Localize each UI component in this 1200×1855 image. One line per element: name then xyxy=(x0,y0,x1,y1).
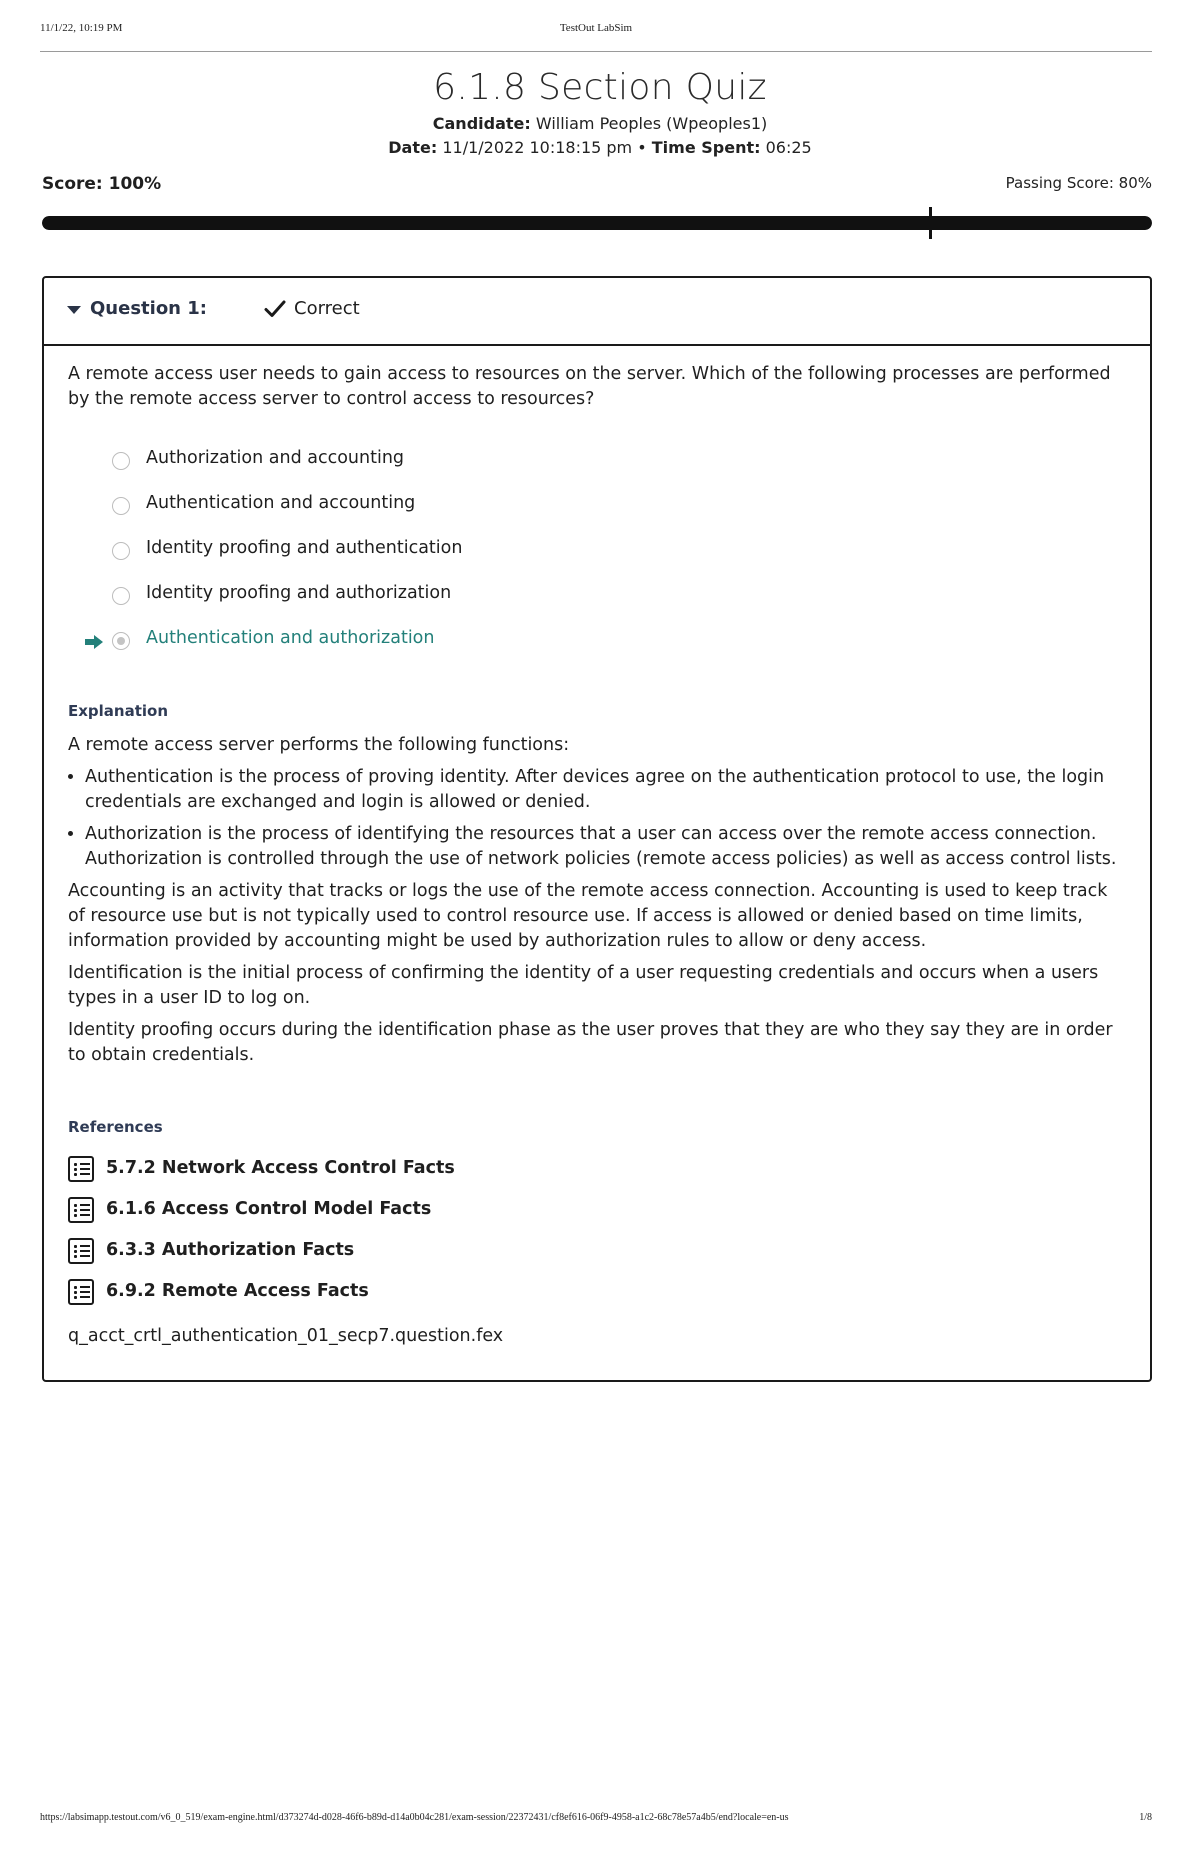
passing-score-marker xyxy=(929,207,932,239)
question-status-text: Correct xyxy=(294,298,360,319)
score-progress-bar xyxy=(42,216,1152,230)
reference-link[interactable] xyxy=(68,1197,1068,1238)
candidate-name: William Peoples (Wpeoples1) xyxy=(535,114,768,133)
answer-radio-selected[interactable] xyxy=(112,632,130,650)
print-site-title: TestOut LabSim xyxy=(559,22,633,34)
question-label: Question 1: xyxy=(90,298,207,319)
question-header[interactable] xyxy=(44,278,1150,346)
list-icon xyxy=(68,1279,94,1305)
quiz-summary xyxy=(0,64,1200,160)
date-value: 11/1/2022 10:18:15 pm xyxy=(442,138,633,157)
answer-option[interactable] xyxy=(68,581,1068,626)
reference-label: 5.7.2 Network Access Control Facts xyxy=(106,1158,455,1178)
header-divider xyxy=(40,51,1152,52)
answer-option-correct[interactable] xyxy=(68,626,1068,671)
reference-link[interactable] xyxy=(68,1279,1068,1320)
reference-label: 6.3.3 Authorization Facts xyxy=(106,1240,355,1260)
answer-radio[interactable] xyxy=(112,542,130,560)
list-icon xyxy=(68,1238,94,1264)
reference-label: 6.9.2 Remote Access Facts xyxy=(106,1281,369,1301)
score-label: Score: 100% xyxy=(42,174,162,194)
passing-score-label: Passing Score: 80% xyxy=(1005,174,1152,192)
list-icon xyxy=(68,1156,94,1182)
explanation xyxy=(68,733,1128,1075)
print-url: https://labsimapp.testout.com/v6_0_519/exam-engine.html/d373274d-d028-46f6-b89d-d14a0b04c281/exam-session/22372431/cf8ef616-06f9-4958-a1c2-68c78e57a4b5/end?locale=en-us xyxy=(40,1812,789,1823)
page-title: 6.1.8 Section Quiz xyxy=(433,67,767,108)
question-text: A remote access user needs to gain access to resources on the server. Which of the following processes are performed by the remote access server to control access to resources? xyxy=(68,364,1111,409)
caret-down-icon[interactable] xyxy=(66,298,82,322)
answer-label: Authentication and authorization xyxy=(146,628,435,648)
page-number: 1/8 xyxy=(1139,1812,1152,1823)
score-progress-fill xyxy=(42,216,1152,230)
answer-option[interactable] xyxy=(68,446,1068,491)
candidate-line xyxy=(0,112,1200,136)
meta-separator: • xyxy=(637,138,647,157)
references-heading: References xyxy=(68,1118,163,1136)
references-list xyxy=(68,1156,1068,1320)
explanation-paragraph: Accounting is an activity that tracks or logs the use of the remote access connection. Accounting is used to keep track of resource use but is not typically used to control resource use. If access is allowed or denied based on time limits, information provided by accounting might be used by authorization rules to allow or deny access. xyxy=(68,881,1108,951)
list-icon xyxy=(68,1197,94,1223)
candidate-label: Candidate: xyxy=(432,114,531,133)
checkmark-icon xyxy=(264,299,286,319)
date-label: Date: xyxy=(388,138,438,157)
answer-label: Identity proofing and authorization xyxy=(146,583,452,603)
reference-link[interactable] xyxy=(68,1238,1068,1279)
print-datetime: 11/1/22, 10:19 PM xyxy=(40,22,123,34)
arrow-right-icon xyxy=(84,634,104,650)
answer-label: Authentication and accounting xyxy=(146,493,416,513)
answer-option[interactable] xyxy=(68,536,1068,581)
answer-radio[interactable] xyxy=(112,497,130,515)
explanation-heading: Explanation xyxy=(68,702,169,720)
explanation-paragraph: Identity proofing occurs during the identification phase as the user proves that they are who they say they are in order to obtain credentials. xyxy=(68,1020,1113,1065)
question-card xyxy=(42,276,1152,1382)
list-item: • Authentication is the process of proving identity. After devices agree on the authentication protocol to use, the login credentials are exchanged and login is allowed or denied. xyxy=(85,765,1128,815)
answer-options xyxy=(68,446,1068,671)
answer-radio[interactable] xyxy=(112,452,130,470)
print-header xyxy=(40,22,1152,52)
score-row xyxy=(42,174,1152,198)
answer-label: Authorization and accounting xyxy=(146,448,405,468)
time-spent-value: 06:25 xyxy=(765,138,812,157)
explanation-list xyxy=(68,765,1128,872)
question-file-id: q_acct_crtl_authentication_01_secp7.question.fex xyxy=(68,1326,504,1346)
answer-radio[interactable] xyxy=(112,587,130,605)
explanation-paragraph: Identification is the initial process of confirming the identity of a user requesting credentials and occurs when a users types in a user ID to log on. xyxy=(68,963,1099,1008)
time-spent-label: Time Spent: xyxy=(651,138,761,157)
explanation-intro: A remote access server performs the following functions: xyxy=(68,735,570,755)
question-body xyxy=(68,362,1128,412)
list-item: • Authorization is the process of identifying the resources that a user can access over the remote access connection. Authorization is controlled through the use of network policies (remote access policies) as well as access control lists. xyxy=(85,822,1128,872)
print-footer xyxy=(40,1812,1152,1832)
answer-option[interactable] xyxy=(68,491,1068,536)
answer-label: Identity proofing and authentication xyxy=(146,538,463,558)
date-line xyxy=(0,136,1200,160)
reference-label: 6.1.6 Access Control Model Facts xyxy=(106,1199,432,1219)
reference-link[interactable] xyxy=(68,1156,1068,1197)
